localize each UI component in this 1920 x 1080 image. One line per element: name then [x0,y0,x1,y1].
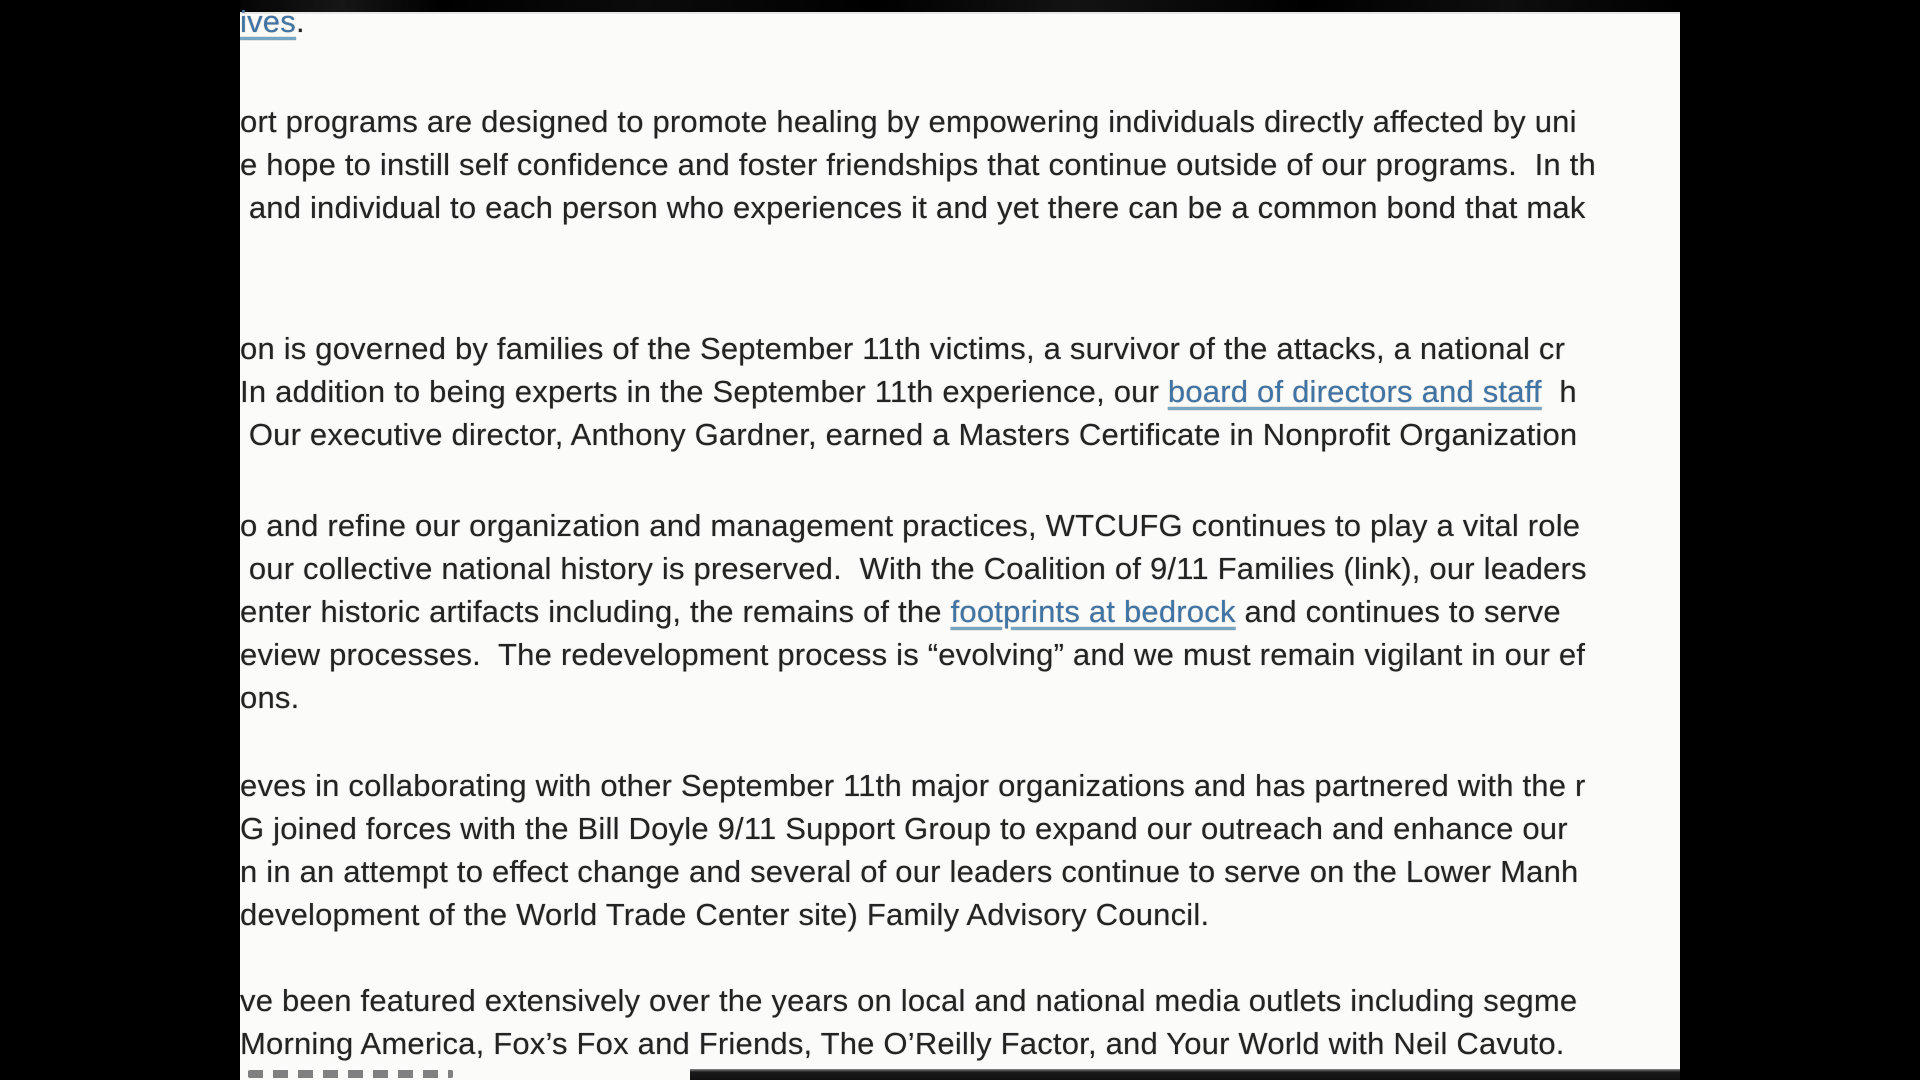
paragraph-support-programs [240,100,1680,229]
text-line: development of the World Trade Center site) Family Advisory Council. [240,897,1210,932]
paragraph-governance [240,327,1680,456]
text-line: e hope to instill self confidence and foster friendships that continue outside of our programs. In th [240,147,1596,182]
text-line: our collective national history is preserved. With the Coalition of 9/11 Families (link), our leaders [240,551,1587,586]
text-line: eview processes. The redevelopment process is “evolving” and we must remain vigilant in our ef [240,637,1586,672]
text-line: Morning America, Fox’s Fox and Friends, The O’Reilly Factor, and Your World with Neil Cavuto. [240,1026,1565,1061]
text-line: n in an attempt to effect change and several of our leaders continue to serve on the Lower Manh [240,854,1579,889]
right-black-bar [1680,0,1920,1080]
text-segment: h [1541,374,1577,409]
ives-link[interactable]: ives [240,4,296,39]
clipped-header-bar [240,0,1680,14]
text-line [240,590,1680,633]
document-viewport [240,0,1680,1080]
text-line: o and refine our organization and management practices, WTCUFG continues to play a vital role [240,508,1581,543]
paragraph-wtcufg-role [240,504,1680,719]
text-line: ve been featured extensively over the years on local and national media outlets including segme [240,983,1578,1018]
text-segment: enter historic artifacts including, the remains of the [240,594,951,629]
table-top-border-bar [690,1069,1680,1080]
text-segment: In addition to being experts in the September 11th experience, our [240,374,1168,409]
text-line: ort programs are designed to promote healing by empowering individuals directly affected by uni [240,104,1577,139]
left-black-bar [0,0,240,1080]
footprints-at-bedrock-link[interactable]: footprints at bedrock [950,594,1236,629]
top-link-suffix: . [295,4,305,39]
text-line: ons. [240,680,300,715]
clipped-text-fragment [248,1070,453,1078]
text-line [240,370,1680,413]
text-line: and individual to each person who experiences it and yet there can be a common bond that mak [240,190,1586,225]
top-link-line [240,0,305,43]
board-of-directors-link[interactable]: board of directors and staff [1167,374,1542,409]
text-line: Our executive director, Anthony Gardner, earned a Masters Certificate in Nonprofit Organization [240,417,1578,452]
paragraph-media [240,979,1680,1065]
text-line: eves in collaborating with other September 11th major organizations and has partnered with the r [240,768,1586,803]
paragraph-collaboration [240,764,1680,936]
text-segment: and continues to serve [1235,594,1561,629]
text-line: G joined forces with the Bill Doyle 9/11 Support Group to expand our outreach and enhance our [240,811,1568,846]
text-line: on is governed by families of the September 11th victims, a survivor of the attacks, a national cr [240,331,1566,366]
